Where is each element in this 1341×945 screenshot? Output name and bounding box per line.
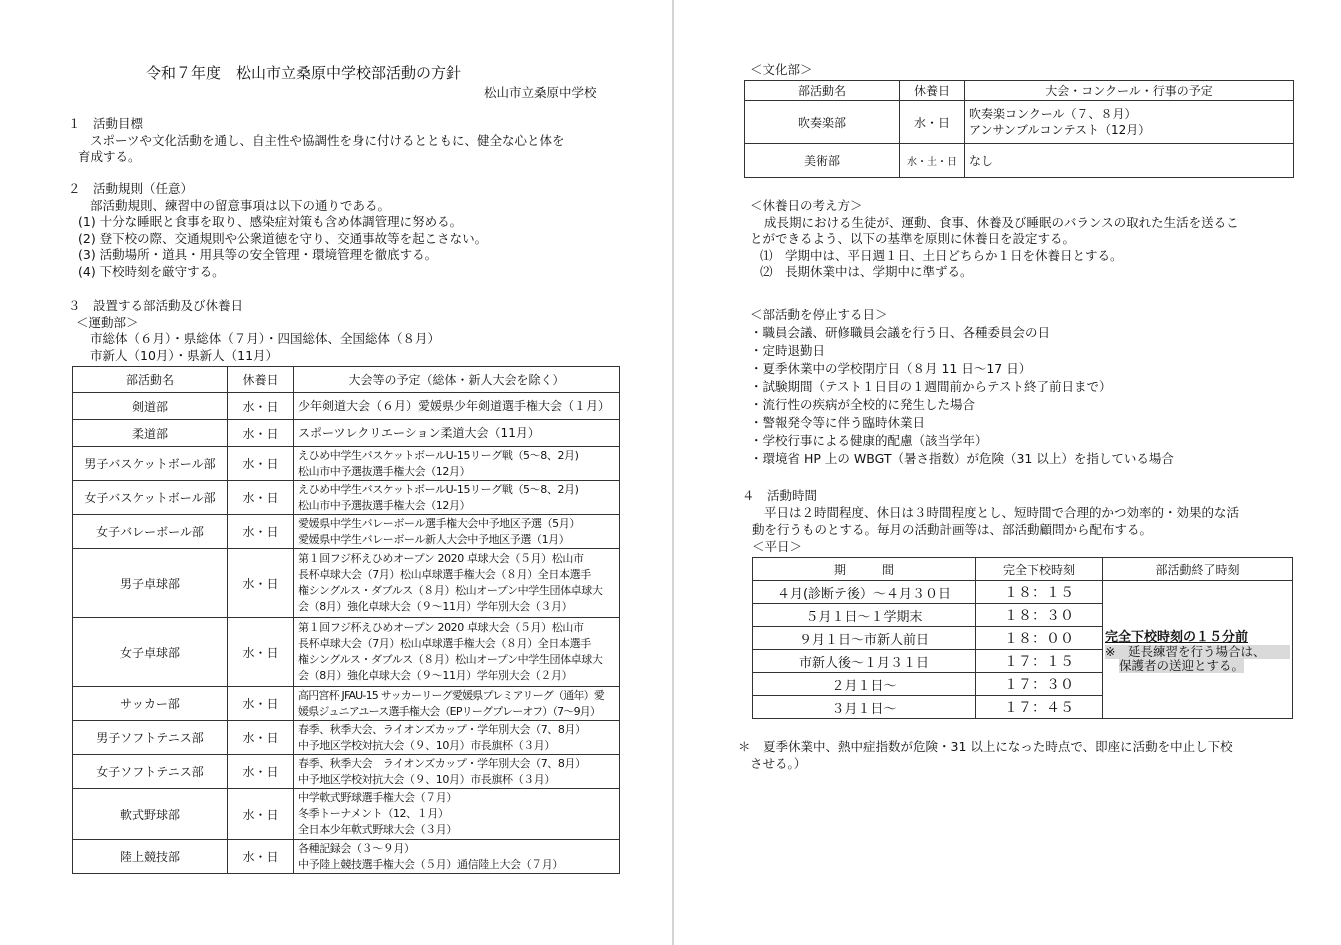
table-row <box>73 755 620 789</box>
section2 <box>68 181 487 280</box>
table-header: 休養日 <box>228 367 294 393</box>
table-row <box>73 447 620 481</box>
stop-day-item: ・試験期間（テスト１日目の１週間前からテスト終了前日まで） <box>750 379 1112 394</box>
rest-days: 水・日 <box>228 755 294 789</box>
rest-days: 水・日 <box>228 721 294 755</box>
table-header: 完全下校時刻 <box>976 558 1103 581</box>
event-line: 中予地区学校対抗大会（９、10月）市長旗杯（３月） <box>298 738 555 752</box>
table-row <box>745 101 1294 144</box>
dismissal-time: １８：３０ <box>976 604 1103 627</box>
table-header: 部活動終了時刻 <box>1103 558 1293 581</box>
table-header: 期 間 <box>753 558 976 581</box>
table-row <box>73 789 620 840</box>
club-name: 男子バスケットボール部 <box>73 447 228 481</box>
event-line: 権シングルス・ダブルス（８月）松山オープン中学生団体卓球大 <box>298 584 603 597</box>
table-row <box>73 515 620 549</box>
stop-day-item: ・流行性の疾病が全校的に発生した場合 <box>750 397 976 412</box>
culture-table <box>744 80 1294 178</box>
section4-line: 平日は２時間程度、休日は３時間程度とし、短時間で合理的かつ効率的・効果的な活 <box>764 505 1240 520</box>
dismissal-time: １７：４５ <box>976 696 1103 719</box>
section4 <box>742 487 1239 555</box>
stop-day-item: ・夏季休業中の学校閉庁日（８月 11 日～17 日） <box>750 361 1032 376</box>
event-line: 中学軟式野球選手権大会（７月） <box>298 791 457 804</box>
rest-days: 水・日 <box>228 618 294 687</box>
club-name: 柔道部 <box>73 420 228 447</box>
table-header: 休養日 <box>900 81 965 101</box>
rest-days: 水・日 <box>228 789 294 840</box>
stop-day-item: ・環境省 HP 上の WBGT（暑さ指数）が危険（31 以上）を指している場合 <box>750 451 1174 466</box>
event-line: 媛県ジュニアユース選手権大会（EPリーグプレーオフ）（7～9月） <box>298 704 601 718</box>
event-line: 全日本少年軟式野球大会（３月） <box>298 823 457 836</box>
rest-days: 水・日 <box>228 393 294 420</box>
section1-line: スポーツや文化活動を通し、自主性や協調性を身に付けるとともに、健全な心と体を <box>90 132 565 148</box>
end-time-sub: ※ 延長練習を行う場合は、 <box>1105 645 1290 659</box>
section3-heading: ３ 設置する部活動及び休養日 <box>68 298 244 313</box>
event-line: 松山市中予選抜選手権大会（12月） <box>298 464 471 478</box>
dismissal-time: １７：３０ <box>976 673 1103 696</box>
rest-days: 水・日 <box>228 549 294 618</box>
table-header-row <box>753 558 1293 581</box>
time-table <box>752 557 1293 719</box>
period: ９月１日～市新人前日 <box>753 627 976 650</box>
weekday-label: ＜平日＞ <box>752 539 803 554</box>
footnote <box>738 738 1233 772</box>
period: ２月１日～ <box>753 673 976 696</box>
event-line: 愛媛県中学生バレーボール選手権大会中予地区予選（5月） <box>298 516 580 530</box>
rest-days: 水・日 <box>228 840 294 874</box>
dismissal-time: １８：００ <box>976 627 1103 650</box>
table-header: 部活動名 <box>73 367 228 393</box>
event-line: 第１回フジ杯えひめオープン 2020 卓球大会（５月）松山市 <box>298 621 584 634</box>
event-line: アンサンブルコンテスト（12月） <box>969 123 1151 137</box>
section1-line: 育成する。 <box>78 149 141 164</box>
rest-policy-label: ＜休養日の考え方＞ <box>750 198 863 213</box>
table-header: 部活動名 <box>745 81 900 101</box>
sports-note: 市総体（６月）・県総体（７月）・四国総体、全国総体（８月） <box>90 331 441 346</box>
page-divider <box>672 0 674 945</box>
rest-policy-line: 成長期における生徒が、運動、食事、休養及び睡眠のバランスの取れた生活を送るこ <box>764 214 1239 230</box>
rest-policy-line: とができるよう、以下の基準を原則に休養日を設定する。 <box>750 231 1076 246</box>
page-title: 令和７年度 松山市立桑原中学校部活動の方針 <box>146 64 462 82</box>
event-line: スポーツレクリエーション柔道大会（11月） <box>298 426 540 440</box>
end-time-note <box>1103 581 1293 719</box>
stop-day-item: ・学校行事による健康的配慮（該当学年） <box>750 433 988 448</box>
event-line: えひめ中学生バスケットボールU-15リーグ戦（5～8、2月) <box>298 448 579 462</box>
event-line: 各種記録会（３～９月） <box>298 841 415 855</box>
club-name: 女子卓球部 <box>73 618 228 687</box>
dismissal-time: １８：１５ <box>976 581 1103 604</box>
end-time-sub: 保護者の送迎とする。 <box>1119 658 1245 673</box>
stop-day-item: ・職員会議、研修職員会議を行う日、各種委員会の日 <box>750 325 1051 340</box>
event-line: えひめ中学生バスケットボールU-15リーグ戦（5～8、2月) <box>298 482 579 496</box>
event-line: 長杯卓球大会（7月）松山卓球選手権大会（８月）全日本選手 <box>298 637 591 650</box>
event-line: 少年剣道大会（６月）愛媛県少年剣道選手権大会（１月） <box>298 399 611 413</box>
table-row <box>745 144 1294 178</box>
rest-days: 水・日 <box>228 515 294 549</box>
section4-line: 動を行うものとする。毎月の活動計画等は、部活動顧問から配布する。 <box>752 522 1153 537</box>
club-name: 吹奏楽部 <box>745 101 900 144</box>
table-header: 大会等の予定（総体・新人大会を除く） <box>294 367 620 393</box>
rest-policy-item: ⑴ 学期中は、平日週１日、土日どちらか１日を休養日とする。 <box>760 247 1123 263</box>
event-line: 春季、秋季大会 ライオンズカップ・学年別大会（7、8月） <box>298 756 586 770</box>
event-line: 冬季トーナメント（12、１月） <box>298 807 449 820</box>
rest-days: 水・日 <box>900 101 965 144</box>
table-row <box>73 721 620 755</box>
culture-label: ＜文化部＞ <box>750 62 813 77</box>
stop-days-label: ＜部活動を停止する日＞ <box>750 307 888 322</box>
event-line: 愛媛県中学生バレーボール新人大会中予地区予選（1月） <box>298 532 570 546</box>
stop-day-item: ・定時退勤日 <box>750 343 826 358</box>
section2-item: (2) 登下校の際、交通規則や公衆道徳を守り、交通事故等を起こさない。 <box>78 230 488 246</box>
rest-days: 水・日 <box>228 447 294 481</box>
section3 <box>68 298 440 364</box>
period: ４月(診断テ後）～４月３０日 <box>753 581 976 604</box>
sports-note: 市新人（10月）・県新人（11月） <box>90 347 279 363</box>
event-line: 中予陸上競技選手権大会（５月）通信陸上大会（７月） <box>298 857 563 871</box>
section2-heading: ２ 活動規則（任意） <box>68 181 194 196</box>
table-header: 大会・コンクール・行事の予定 <box>965 81 1294 101</box>
table-row <box>73 549 620 618</box>
event-line: 中予地区学校対抗大会（９、10月）市長旗杯（３月） <box>298 772 555 786</box>
period: ３月１日～ <box>753 696 976 719</box>
stop-days <box>750 306 1174 468</box>
table-row <box>73 618 620 687</box>
rest-policy-item: ⑵ 長期休業中は、学期中に準ずる。 <box>760 264 973 279</box>
section2-item: (4) 下校時刻を厳守する。 <box>78 263 225 279</box>
event-line: 会（8月）強化卓球大会（９～11月）学年別大会（３月） <box>298 600 573 613</box>
rest-days: 水・日 <box>228 420 294 447</box>
event-line: 吹奏楽コンクール（７、８月） <box>969 107 1137 121</box>
club-name: 女子バレーボール部 <box>73 515 228 549</box>
club-name: 男子卓球部 <box>73 549 228 618</box>
event-line: 高円宮杯 JFAU-15 サッカーリーグ愛媛県プレミアリーグ（通年）愛 <box>298 688 604 702</box>
club-name: 軟式野球部 <box>73 789 228 840</box>
event-line: 松山市中予選抜選手権大会（12月） <box>298 498 471 512</box>
event-line: 権シングルス・ダブルス（８月）松山オープン中学生団体卓球大 <box>298 653 603 666</box>
table-row <box>73 420 620 447</box>
section2-item: (1) 十分な睡眠と食事を取り、感染症対策も含め体調管理に努める。 <box>78 214 463 229</box>
section2-intro: 部活動規則、練習中の留意事項は以下の通りである。 <box>90 197 391 213</box>
section4-heading: ４ 活動時間 <box>742 488 818 503</box>
section2-item: (3) 活動場所・道具・用具等の安全管理・環境管理を徹底する。 <box>78 247 438 262</box>
rest-policy <box>750 198 1239 281</box>
rest-days: 水・土・日 <box>900 144 965 178</box>
club-name: 剣道部 <box>73 393 228 420</box>
club-name: 女子バスケットボール部 <box>73 481 228 515</box>
period: 市新人後～１月３１日 <box>753 650 976 673</box>
school-name: 松山市立桑原中学校 <box>484 85 597 100</box>
table-header-row <box>745 81 1294 101</box>
table-row <box>73 840 620 874</box>
club-name: 女子ソフトテニス部 <box>73 755 228 789</box>
event-line: 春季、秋季大会、ライオンズカップ・学年別大会（7、8月） <box>298 722 586 736</box>
table-header-row <box>73 367 620 393</box>
event-line: なし <box>969 153 994 168</box>
table-row <box>73 687 620 721</box>
period: ５月１日～１学期末 <box>753 604 976 627</box>
club-name: 陸上競技部 <box>73 840 228 874</box>
club-name: 美術部 <box>745 144 900 178</box>
event-line: 会（8月）強化卓球大会（９～11月）学年別大会（２月） <box>298 669 573 682</box>
table-row <box>753 581 1293 604</box>
footnote-line: させる。） <box>750 756 807 771</box>
stop-day-item: ・警報発令等に伴う臨時休業日 <box>750 415 926 430</box>
table-row <box>73 481 620 515</box>
end-time-main: 完全下校時刻の１５分前 <box>1105 630 1249 645</box>
sports-label: ＜運動部＞ <box>76 314 139 330</box>
footnote-line: ＊ 夏季休業中、熱中症指数が危険・31 以上になった時点で、即座に活動を中止し下校 <box>738 739 1233 754</box>
dismissal-time: １７：１５ <box>976 650 1103 673</box>
event-line: 長杯卓球大会（7月）松山卓球選手権大会（８月）全日本選手 <box>298 568 591 581</box>
section1-heading: １ 活動目標 <box>68 116 144 131</box>
rest-days: 水・日 <box>228 687 294 721</box>
sports-table <box>72 366 620 874</box>
table-row <box>73 393 620 420</box>
rest-days: 水・日 <box>228 481 294 515</box>
club-name: 男子ソフトテニス部 <box>73 721 228 755</box>
section1 <box>68 116 565 166</box>
event-line: 第１回フジ杯えひめオープン 2020 卓球大会（５月）松山市 <box>298 552 584 565</box>
club-name: サッカー部 <box>73 687 228 721</box>
